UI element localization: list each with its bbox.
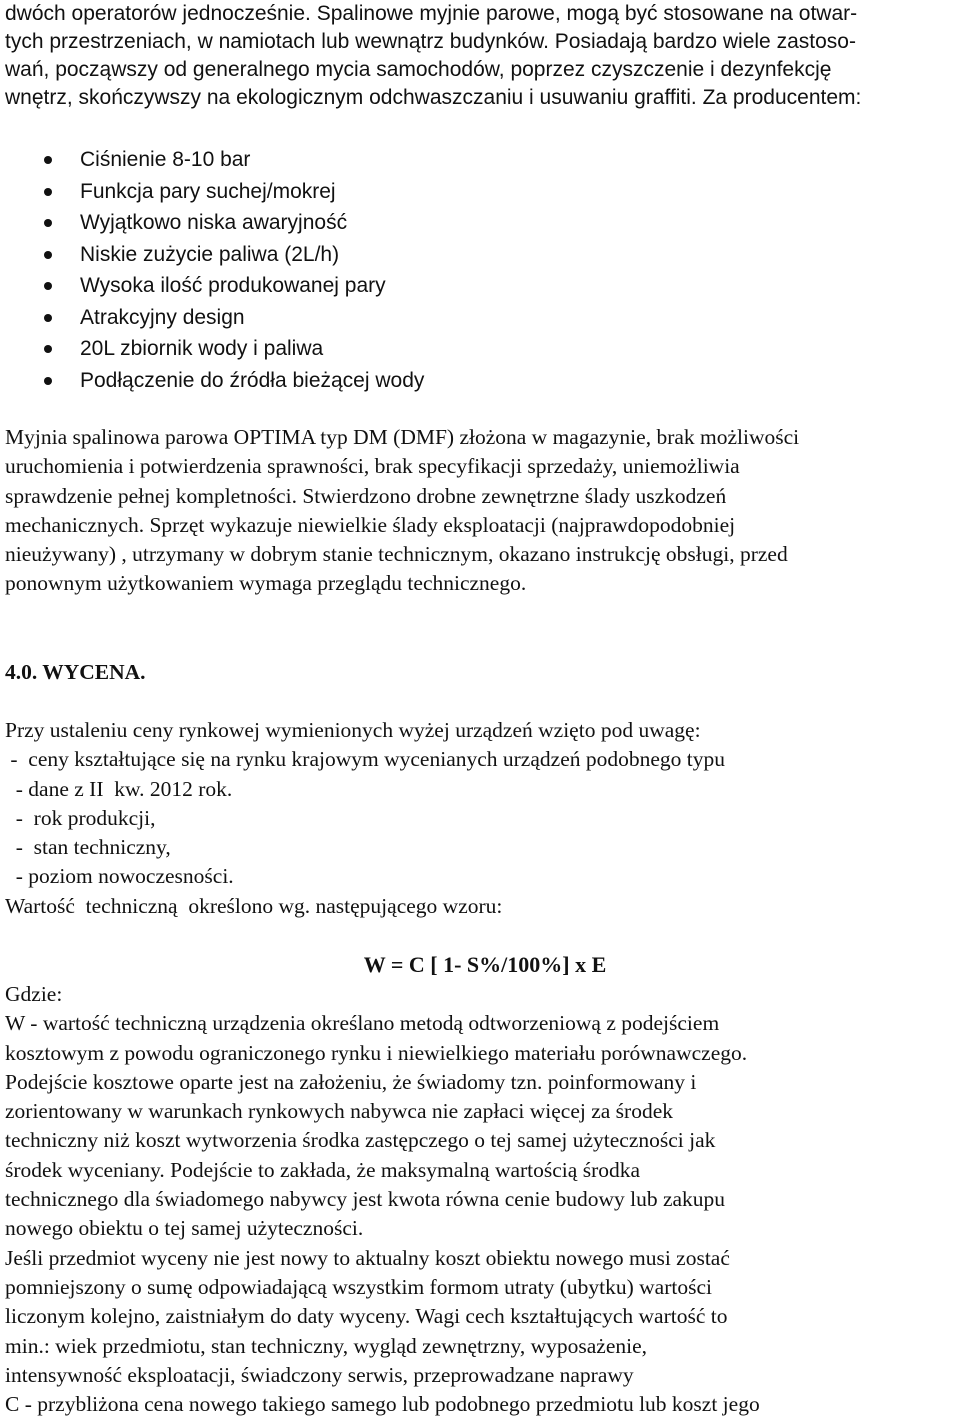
- valuation-line: Wartość techniczną określono wg. następującego wzoru:: [5, 893, 503, 918]
- valuation-paragraph: [5, 716, 957, 921]
- definition-line: C - przybliżona cena nowego takiego samego lub podobnego przedmiotu lub koszt jego: [5, 1392, 760, 1417]
- definition-line: technicznego dla świadomego nabywcy jest kwota równa cenie budowy lub zakupu: [5, 1187, 726, 1212]
- assessment-line: ponownym użytkowaniem wymaga przeglądu technicznego.: [5, 571, 527, 596]
- definition-line: techniczny niż koszt wytworzenia środka zastępczego o tej samej użyteczności jak: [5, 1128, 716, 1153]
- assessment-line: sprawdzenie pełnej kompletności. Stwierdzono drobne zewnętrzne ślady uszkodzeń: [5, 483, 727, 508]
- bullet-icon: [44, 377, 52, 385]
- definition-line: środek wyceniany. Podejście to zakłada, że maksymalną wartością środka: [5, 1157, 641, 1182]
- bullet-icon: [44, 219, 52, 227]
- feature-item: Wysoka ilość produkowanej pary: [0, 270, 424, 302]
- valuation-line: - stan techniczny,: [5, 835, 171, 860]
- feature-list: [0, 144, 424, 396]
- feature-item: Funkcja pary suchej/mokrej: [0, 176, 424, 208]
- definition-line: W - wartość techniczną urządzenia określano metodą odtworzeniową z podejściem: [5, 1011, 720, 1036]
- definition-line: intensywność eksploatacji, świadczony serwis, przeprowadzane naprawy: [5, 1362, 634, 1387]
- intro-line: dwóch operatorów jednocześnie. Spalinowe myjnie parowe, mogą być stosowane na otwar-: [5, 2, 858, 25]
- bullet-icon: [44, 314, 52, 322]
- bullet-icon: [44, 251, 52, 259]
- feature-item: Ciśnienie 8-10 bar: [0, 144, 424, 176]
- bullet-icon: [44, 345, 52, 353]
- intro-line: wnętrz, skończywszy na ekologicznym odchwaszczaniu i usuwaniu graffiti. Za producentem:: [5, 86, 862, 109]
- valuation-line: - rok produkcji,: [5, 805, 156, 830]
- assessment-line: uruchomienia i potwierdzenia sprawności, brak specyfikacji sprzedaży, uniemożliwia: [5, 454, 740, 479]
- definition-line: pomniejszony o sumę odpowiadającą wszystkim formom utraty (ubytku) wartości: [5, 1274, 712, 1299]
- assessment-line: mechanicznych. Sprzęt wykazuje niewielkie ślady eksploatacji (najprawdopodobniej: [5, 512, 736, 537]
- bullet-icon: [44, 282, 52, 290]
- definition-line: Jeśli przedmiot wyceny nie jest nowy to aktualny koszt obiektu nowego musi zostać: [5, 1245, 730, 1270]
- definition-line: min.: wiek przedmiotu, stan techniczny, wygląd zewnętrzny, wyposażenie,: [5, 1333, 647, 1358]
- bullet-icon: [44, 188, 52, 196]
- feature-item: Podłączenie do źródła bieżącej wody: [0, 365, 424, 397]
- intro-line: wań, począwszy od generalnego mycia samochodów, poprzez czyszczenie i dezynfekcję: [5, 58, 832, 81]
- valuation-line: - dane z II kw. 2012 rok.: [5, 776, 233, 801]
- assessment-line: nieużywany) , utrzymany w dobrym stanie technicznym, okazano instrukcję obsługi, przed: [5, 542, 788, 567]
- valuation-line: - poziom nowoczesności.: [5, 864, 234, 889]
- definition-line: Gdzie:: [5, 982, 63, 1006]
- valuation-formula: W = C [ 1- S%/100%] x E: [363, 952, 607, 977]
- definition-line: liczonym kolejno, zaistniałym do daty wyceny. Wagi cech kształtujących wartość to: [5, 1304, 728, 1329]
- definition-line: Podejście kosztowe oparte jest na założeniu, że świadomy tzn. poinformowany i: [5, 1069, 697, 1094]
- bullet-icon: [44, 156, 52, 164]
- intro-line: tych przestrzeniach, w namiotach lub wewnątrz budynków. Posiadają bardzo wiele zastoso-: [5, 30, 856, 53]
- feature-item: Atrakcyjny design: [0, 302, 424, 334]
- valuation-line: - ceny kształtujące się na rynku krajowym wycenianych urządzeń podobnego typu: [5, 747, 725, 772]
- definitions-paragraph: [5, 980, 957, 1419]
- section-heading: 4.0. WYCENA.: [5, 660, 146, 684]
- assessment-paragraph: [5, 423, 957, 599]
- definition-line: zorientowany w warunkach rynkowych nabywca nie zapłaci więcej za środek: [5, 1099, 674, 1124]
- definition-line: kosztowym z powodu ograniczonego rynku i niewielkiego materiału porównawczego.: [5, 1040, 748, 1065]
- feature-item: Wyjątkowo niska awaryjność: [0, 207, 424, 239]
- intro-paragraph: [5, 0, 957, 112]
- definition-line: nowego obiektu o tej samej użyteczności.: [5, 1216, 364, 1241]
- feature-item: 20L zbiornik wody i paliwa: [0, 333, 424, 365]
- feature-item: Niskie zużycie paliwa (2L/h): [0, 239, 424, 271]
- valuation-line: Przy ustaleniu ceny rynkowej wymienionych wyżej urządzeń wzięto pod uwagę:: [5, 718, 701, 742]
- assessment-line: Myjnia spalinowa parowa OPTIMA typ DM (DMF) złożona w magazynie, brak możliwości: [5, 425, 800, 449]
